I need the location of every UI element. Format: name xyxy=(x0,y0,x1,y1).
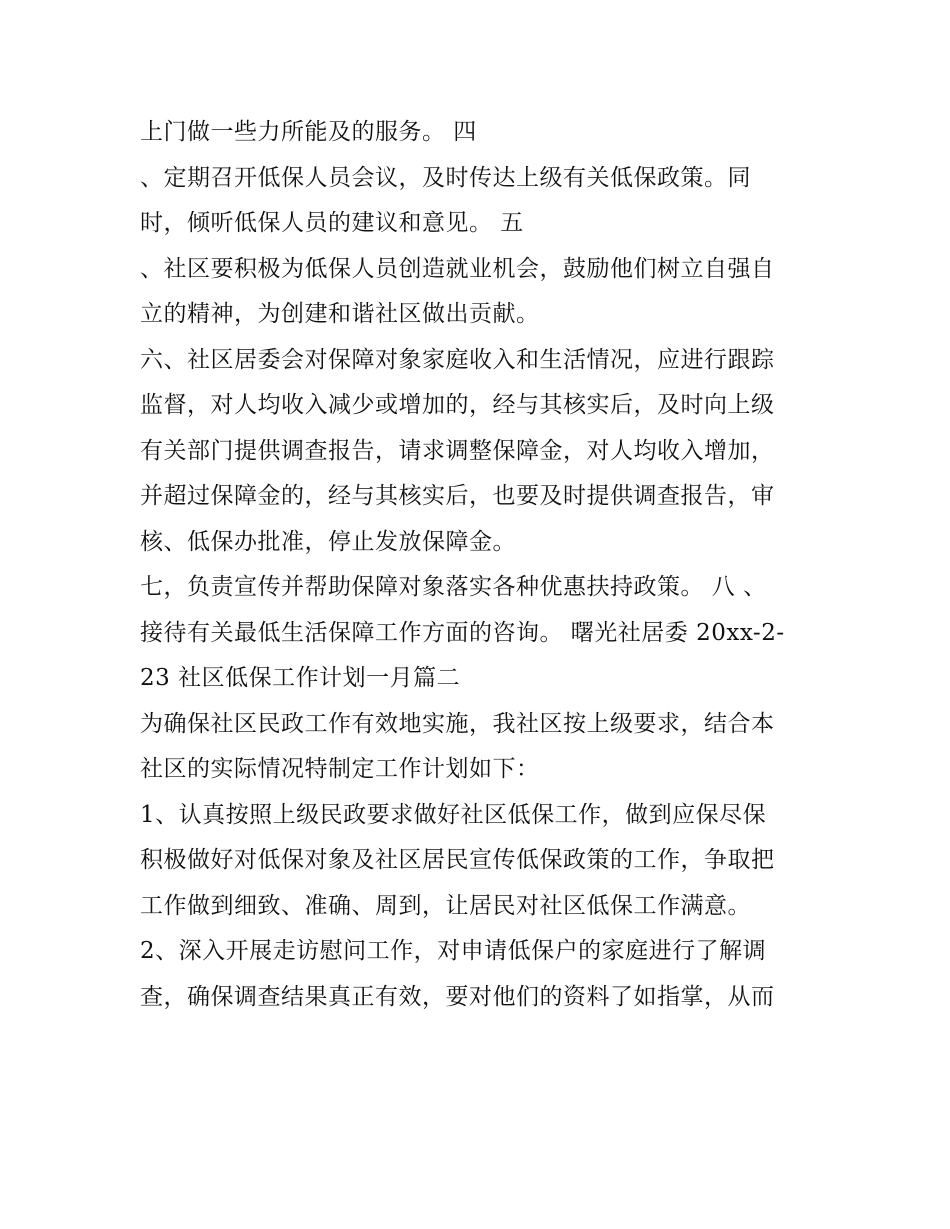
text-line: 接待有关最低生活保障工作方面的咨询。 曙光社居委 20xx-2- xyxy=(140,619,785,646)
text-line: 七，负责宣传并帮助保障对象落实各种优惠扶持政策。 八 、 xyxy=(140,574,767,600)
text-line: 时，倾听低保人员的建议和意见。 五 xyxy=(140,210,524,236)
text-line: 查，确保调查结果真正有效，要对他们的资料了如指掌，从而 xyxy=(140,983,775,1010)
text-line: 社区的实际情况特制定工作计划如下： xyxy=(140,756,540,782)
text-line: 23 社区低保工作计划一月篇二 xyxy=(140,665,461,691)
text-line: 、社区要积极为低保人员创造就业机会，鼓励他们树立自强自 xyxy=(140,255,775,282)
text-line: 工作做到细致、准确、周到，让居民对社区低保工作满意。 xyxy=(140,892,751,919)
text-line: 六、社区居委会对保障对象家庭收入和生活情况，应进行跟踪 xyxy=(140,346,775,373)
text-line: 核、低保办批准，停止发放保障金。 xyxy=(140,528,516,555)
text-line: 上门做一些力所能及的服务。 四 xyxy=(140,119,477,145)
text-line: 监督，对人均收入减少或增加的，经与其核实后，及时向上级 xyxy=(140,392,775,418)
text-line: 、定期召开低保人员会议，及时传达上级有关低保政策。同 xyxy=(140,164,751,191)
text-line: 1、认真按照上级民政要求做好社区低保工作，做到应保尽保 xyxy=(140,801,767,828)
document-body xyxy=(140,110,820,1020)
text-line: 并超过保障金的，经与其核实后，也要及时提供调查报告，审 xyxy=(140,483,775,509)
text-line: 立的精神，为创建和谐社区做出贡献。 xyxy=(140,301,540,327)
text-line: 2、深入开展走访慰问工作，对申请低保户的家庭进行了解调 xyxy=(140,938,767,964)
text-line: 积极做好对低保对象及社区居民宣传低保政策的工作，争取把 xyxy=(140,847,775,873)
text-line: 有关部门提供调查报告，请求调整保障金，对人均收入增加， xyxy=(140,437,775,464)
text-line: 为确保社区民政工作有效地实施，我社区按上级要求，结合本 xyxy=(140,710,775,737)
